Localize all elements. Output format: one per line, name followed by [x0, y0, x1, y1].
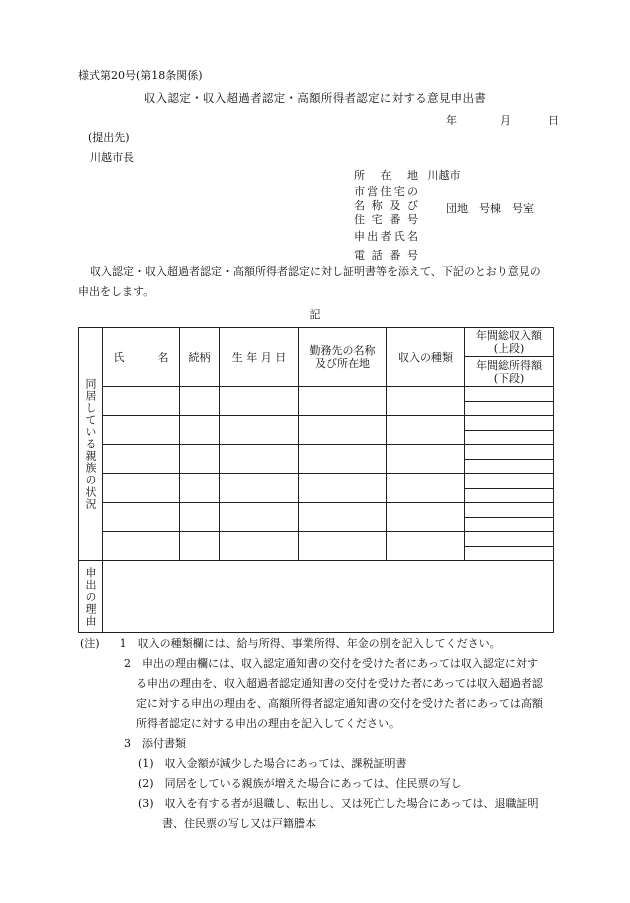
cell-income-type[interactable] [387, 416, 465, 445]
cell-workplace[interactable] [299, 445, 387, 474]
table-row [79, 387, 554, 416]
cell-birthdate[interactable] [220, 474, 299, 503]
cell-workplace[interactable] [299, 474, 387, 503]
note-3-item3-line1: (3) 収入を有する者が退職し、転出し、又は死亡した場合にあっては、退職証明 [138, 797, 539, 810]
cell-name[interactable] [103, 416, 180, 445]
header-workplace [299, 328, 387, 387]
cell-income-amount[interactable] [465, 532, 554, 561]
reason-label-cell [79, 561, 103, 633]
address-label: 所在地 [354, 169, 418, 182]
date-day: 日 [548, 114, 559, 127]
header-birthdate: 生 年 月 日 [220, 328, 299, 387]
table-row [79, 503, 554, 532]
note-2-line1: 2 申出の理由欄には、収入認定通知書の交付を受けた者にあっては収入認定に対す [124, 657, 538, 670]
header-annual-earnings-note: (下段) [493, 371, 525, 385]
cell-workplace[interactable] [299, 503, 387, 532]
note-2-line2: る申出の理由を、収入超過者認定通知書の交付を受けた者にあっては収入超過者認 [136, 677, 543, 690]
applicant-name-row [354, 228, 418, 244]
header-annual-earnings: 年間総所得額 [476, 358, 542, 372]
form-number: 様式第20号(第18条関係) [78, 69, 203, 82]
housing-label-3: 住宅番号 [354, 213, 418, 226]
intro-paragraph: 収入認定・収入超過者認定・高額所得者認定に対し証明書等を添えて、下記のとおり意見の申出をします。 [78, 265, 541, 298]
notes-prefix: (注) [80, 637, 100, 650]
cell-birthdate[interactable] [220, 416, 299, 445]
table-row [79, 445, 554, 474]
date-row [446, 112, 559, 128]
recipient-label: (提出先) [88, 131, 130, 144]
header-annual-income: 年間総収入額 [476, 329, 542, 342]
family-side-label-cell [79, 328, 103, 561]
family-side-label: 同居している親族の状況 [84, 378, 97, 510]
reason-input[interactable] [103, 561, 554, 633]
cell-birthdate[interactable] [220, 532, 299, 561]
table-row [79, 416, 554, 445]
recipient-name: 川越市長 [90, 151, 134, 164]
cell-workplace[interactable] [299, 416, 387, 445]
note-2-line4: 所得者認定に対する申出の理由を記入してください。 [136, 717, 400, 730]
notes-section [80, 634, 560, 834]
address-value: 川越市 [427, 169, 461, 182]
header-annual-income-note: (上段) [493, 342, 525, 355]
table-row [79, 532, 554, 561]
ki-heading: 記 [309, 308, 321, 321]
cell-name[interactable] [103, 445, 180, 474]
address-row [354, 167, 461, 183]
cell-relation[interactable] [180, 474, 220, 503]
cell-income-type[interactable] [387, 474, 465, 503]
cell-relation[interactable] [180, 503, 220, 532]
table-row [79, 474, 554, 503]
header-relation: 続柄 [180, 328, 220, 387]
cell-relation[interactable] [180, 532, 220, 561]
date-year: 年 [446, 114, 457, 127]
cell-relation[interactable] [180, 445, 220, 474]
phone-label: 電話番号 [354, 249, 418, 262]
housing-row [354, 185, 418, 227]
header-income-amount [465, 328, 554, 387]
cell-workplace[interactable] [299, 387, 387, 416]
cell-income-amount[interactable] [465, 387, 554, 416]
housing-label-1: 市営住宅の [354, 185, 418, 198]
cell-name[interactable] [103, 474, 180, 503]
cell-birthdate[interactable] [220, 445, 299, 474]
cell-income-amount[interactable] [465, 474, 554, 503]
cell-income-type[interactable] [387, 445, 465, 474]
cell-income-amount[interactable] [465, 503, 554, 532]
applicant-name-label: 申出者氏名 [354, 230, 418, 243]
note-3: 3 添付書類 [124, 737, 186, 750]
cell-name[interactable] [103, 532, 180, 561]
cell-birthdate[interactable] [220, 503, 299, 532]
cell-income-type[interactable] [387, 503, 465, 532]
cell-relation[interactable] [180, 416, 220, 445]
phone-row [354, 247, 418, 263]
cell-workplace[interactable] [299, 532, 387, 561]
housing-label-2: 名称及び [354, 199, 418, 212]
reason-label: 申出の理由 [84, 566, 97, 627]
note-1: 1 収入の種類欄には、給与所得、事業所得、年金の別を記入してください。 [119, 637, 501, 650]
cell-income-amount[interactable] [465, 445, 554, 474]
note-3-item3-line2: 書、住民票の写し又は戸籍謄本 [162, 817, 316, 830]
header-workplace-line2: 及び所在地 [315, 357, 370, 370]
header-income-type: 収入の種類 [387, 328, 465, 387]
housing-value: 団地 号棟 号室 [446, 202, 534, 215]
note-3-item1: (1) 収入金額が減少した場合にあっては、課税証明書 [138, 757, 407, 770]
date-month: 月 [500, 114, 511, 127]
header-name: 氏 名 [103, 328, 180, 387]
cell-relation[interactable] [180, 387, 220, 416]
cell-income-type[interactable] [387, 532, 465, 561]
cell-name[interactable] [103, 387, 180, 416]
header-workplace-line1: 勤務先の名称 [309, 344, 376, 357]
cell-income-amount[interactable] [465, 416, 554, 445]
cell-birthdate[interactable] [220, 387, 299, 416]
note-2-line3: 定に対する申出の理由を、高額所得者認定通知書の交付を受けた者にあっては高額 [136, 697, 543, 710]
cell-income-type[interactable] [387, 387, 465, 416]
document-title: 収入認定・収入超過者認定・高額所得者認定に対する意見申出書 [143, 91, 487, 105]
family-table [78, 327, 554, 633]
cell-name[interactable] [103, 503, 180, 532]
note-3-item2: (2) 同居をしている親族が増えた場合にあっては、住民票の写し [138, 777, 462, 790]
